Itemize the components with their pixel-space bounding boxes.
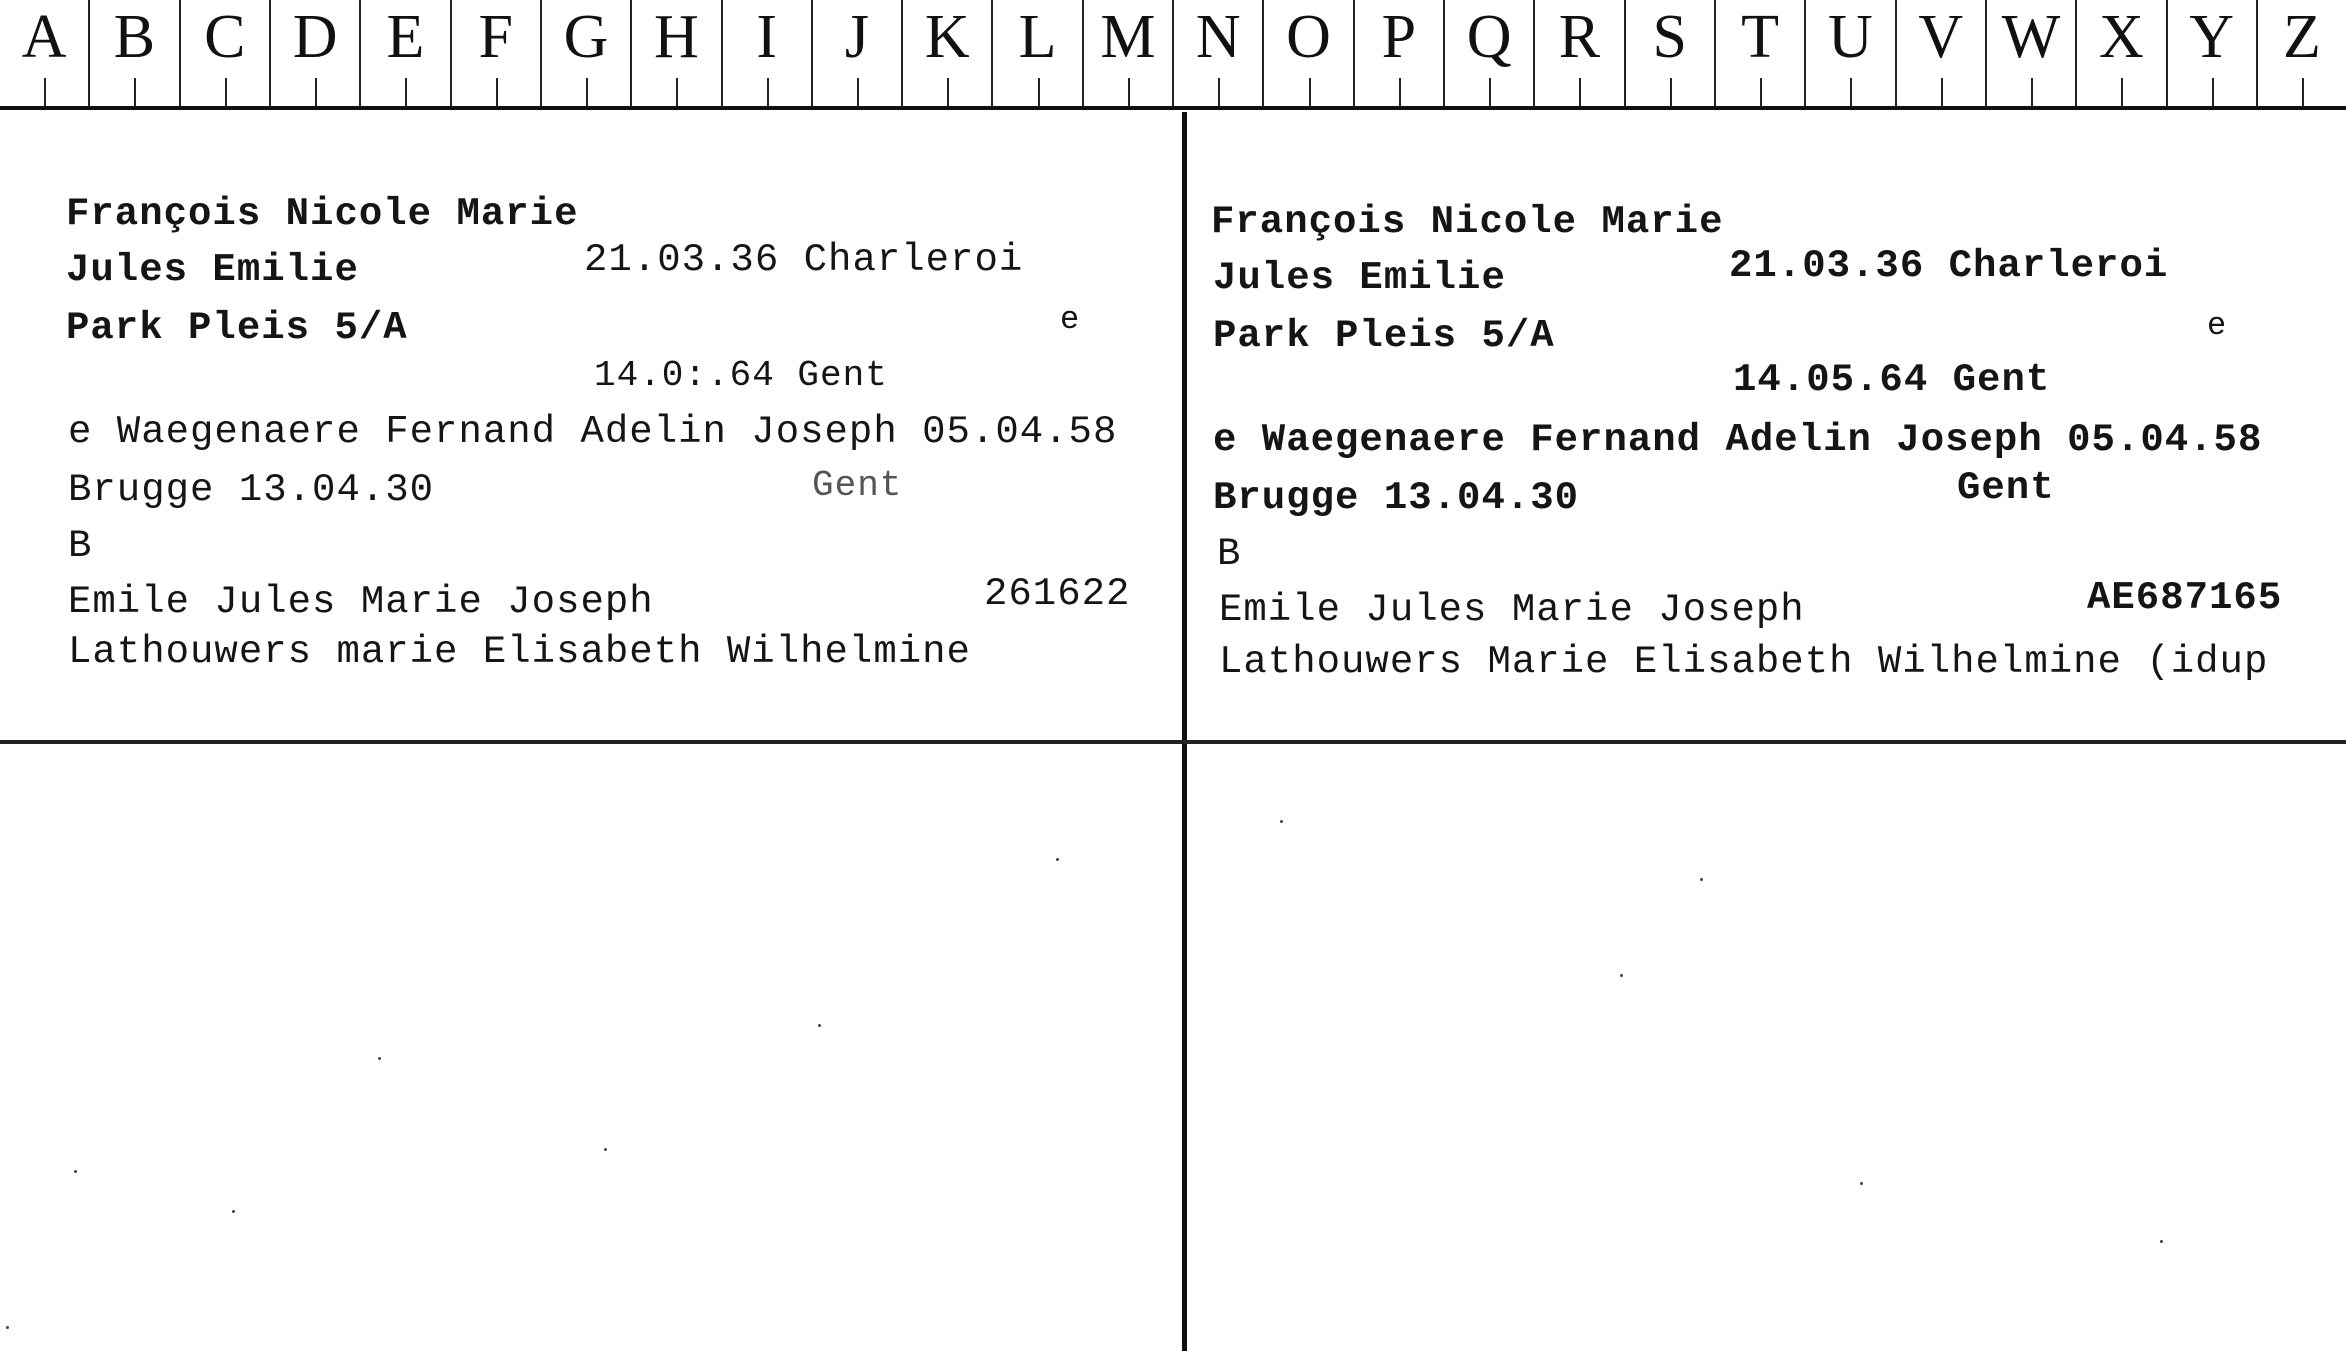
record-card-left [0, 112, 1182, 740]
index-tab-label: Q [1466, 3, 1512, 71]
index-tick [1489, 78, 1491, 106]
index-tab-s [1624, 0, 1714, 106]
index-tab-label: N [1195, 3, 1241, 71]
spouse-line: e Waegenaere Fernand Adelin Joseph 05.04.58 [68, 410, 1118, 454]
scan-speck [6, 1326, 9, 1329]
index-tab-label: M [1100, 3, 1156, 71]
scan-speck [232, 1210, 235, 1213]
child-name: Emile Jules Marie Joseph [1219, 588, 1805, 632]
index-tab-label: F [478, 3, 513, 71]
index-tab-r [1533, 0, 1623, 106]
index-tick [2302, 78, 2304, 106]
index-tab-v [1895, 0, 1985, 106]
index-tab-label: J [844, 3, 870, 71]
index-tick [1309, 78, 1311, 106]
index-tab-y [2166, 0, 2256, 106]
index-tick [1218, 78, 1220, 106]
scan-speck [604, 1148, 607, 1151]
index-tick [767, 78, 769, 106]
child-name: Emile Jules Marie Joseph [68, 580, 654, 624]
index-tab-label: P [1381, 3, 1417, 71]
first-names: François Nicole Marie [66, 192, 579, 236]
index-tab-label: H [653, 3, 699, 71]
index-tick [1760, 78, 1762, 106]
index-tick [134, 78, 136, 106]
scan-speck [2160, 1240, 2163, 1243]
index-tab-k [901, 0, 991, 106]
index-tick [1670, 78, 1672, 106]
index-tab-q [1443, 0, 1533, 106]
index-tab-a [0, 0, 88, 106]
index-tab-d [269, 0, 359, 106]
index-tick [405, 78, 407, 106]
registration-date-place: 14.05.64 Gent [1733, 358, 2051, 402]
index-tick [947, 78, 949, 106]
index-tab-label: Y [2189, 3, 2235, 71]
index-tick [1850, 78, 1852, 106]
index-tab-label: I [756, 3, 777, 71]
index-tick [1399, 78, 1401, 106]
index-tab-u [1804, 0, 1894, 106]
index-tab-label: R [1558, 3, 1601, 71]
scan-speck [378, 1057, 381, 1060]
registration-date-place: 14.0⁠:.64 Gent [594, 355, 888, 396]
record-card-right [1187, 112, 2346, 740]
index-tab-label: E [386, 3, 425, 71]
mark-letter: e [2207, 307, 2228, 344]
index-tick [2212, 78, 2214, 106]
scan-speck [1860, 1182, 1863, 1185]
index-tab-label: L [1018, 3, 1057, 71]
spouse-place: Gent [812, 465, 903, 506]
address: Park Pleis 5/A [66, 306, 408, 350]
index-tab-x [2075, 0, 2165, 106]
index-tab-label: A [21, 3, 67, 71]
index-tab-g [540, 0, 630, 106]
index-tick [857, 78, 859, 106]
index-tab-h [630, 0, 720, 106]
index-tick [676, 78, 678, 106]
index-tick [225, 78, 227, 106]
index-tab-l [991, 0, 1081, 106]
spouse-line: e Waegenaere Fernand Adelin Joseph 05.04.58 [1213, 418, 2263, 462]
spouse-birth: Brugge 13.04.30 [1213, 476, 1580, 520]
spouse-birth: Brugge 13.04.30 [68, 468, 435, 512]
first-names: François Nicole Marie [1211, 200, 1724, 244]
index-tab-t [1714, 0, 1804, 106]
category-letter: B [68, 524, 93, 568]
birth-date-place: 21.03.36 Charleroi [584, 238, 1024, 282]
index-tab-o [1262, 0, 1352, 106]
index-tab-label: Z [2283, 3, 2321, 71]
mother-name: Lathouwers Marie Elisabeth Wilhelmine (idup [1219, 640, 2269, 684]
category-letter: B [1217, 532, 1242, 576]
index-tick [1128, 78, 1130, 106]
index-tab-w [1985, 0, 2075, 106]
index-tick [2031, 78, 2033, 106]
index-tab-label: G [563, 3, 609, 71]
index-tick [586, 78, 588, 106]
index-tab-label: T [1741, 3, 1780, 71]
spouse-place: Gent [1957, 466, 2055, 510]
card-divider-horizontal [0, 740, 2346, 744]
address: Park Pleis 5/A [1213, 314, 1555, 358]
mark-letter: e [1060, 301, 1081, 338]
index-tick [1579, 78, 1581, 106]
index-tab-c [179, 0, 269, 106]
mother-name: Lathouwers marie Elisabeth Wilhelmine [68, 630, 971, 674]
alphabet-index-strip [0, 0, 2346, 110]
scan-speck [1700, 878, 1703, 881]
index-tab-f [450, 0, 540, 106]
index-tab-label: C [204, 3, 246, 71]
index-tab-j [811, 0, 901, 106]
index-tab-label: K [924, 3, 970, 71]
second-name: Jules Emilie [1213, 256, 1506, 300]
scan-speck [74, 1170, 77, 1173]
index-tick [315, 78, 317, 106]
index-tab-n [1172, 0, 1262, 106]
scan-speck [1620, 974, 1623, 977]
index-tab-label: B [113, 3, 156, 71]
index-tab-label: U [1828, 3, 1873, 71]
record-number: 261622 [984, 572, 1131, 616]
index-tick [1038, 78, 1040, 106]
second-name: Jules Emilie [66, 248, 359, 292]
index-tab-m [1082, 0, 1172, 106]
index-tab-z [2256, 0, 2346, 106]
index-tick [44, 78, 46, 106]
index-tab-i [721, 0, 811, 106]
index-tab-b [88, 0, 178, 106]
index-tab-label: W [2001, 3, 2061, 71]
record-number: AE687165 [2087, 576, 2283, 620]
index-tab-label: O [1286, 3, 1331, 71]
index-tick [2121, 78, 2123, 106]
index-tab-label: V [1918, 3, 1964, 71]
index-tab-label: S [1652, 3, 1688, 71]
index-tab-label: X [2098, 3, 2144, 71]
index-tab-p [1353, 0, 1443, 106]
index-tab-label: D [292, 3, 338, 71]
scan-speck [1280, 820, 1283, 823]
index-tick [1941, 78, 1943, 106]
scan-speck [1056, 858, 1059, 861]
index-tick [496, 78, 498, 106]
birth-date-place: 21.03.36 Charleroi [1729, 244, 2169, 288]
index-tab-e [359, 0, 449, 106]
scan-speck [818, 1024, 821, 1027]
